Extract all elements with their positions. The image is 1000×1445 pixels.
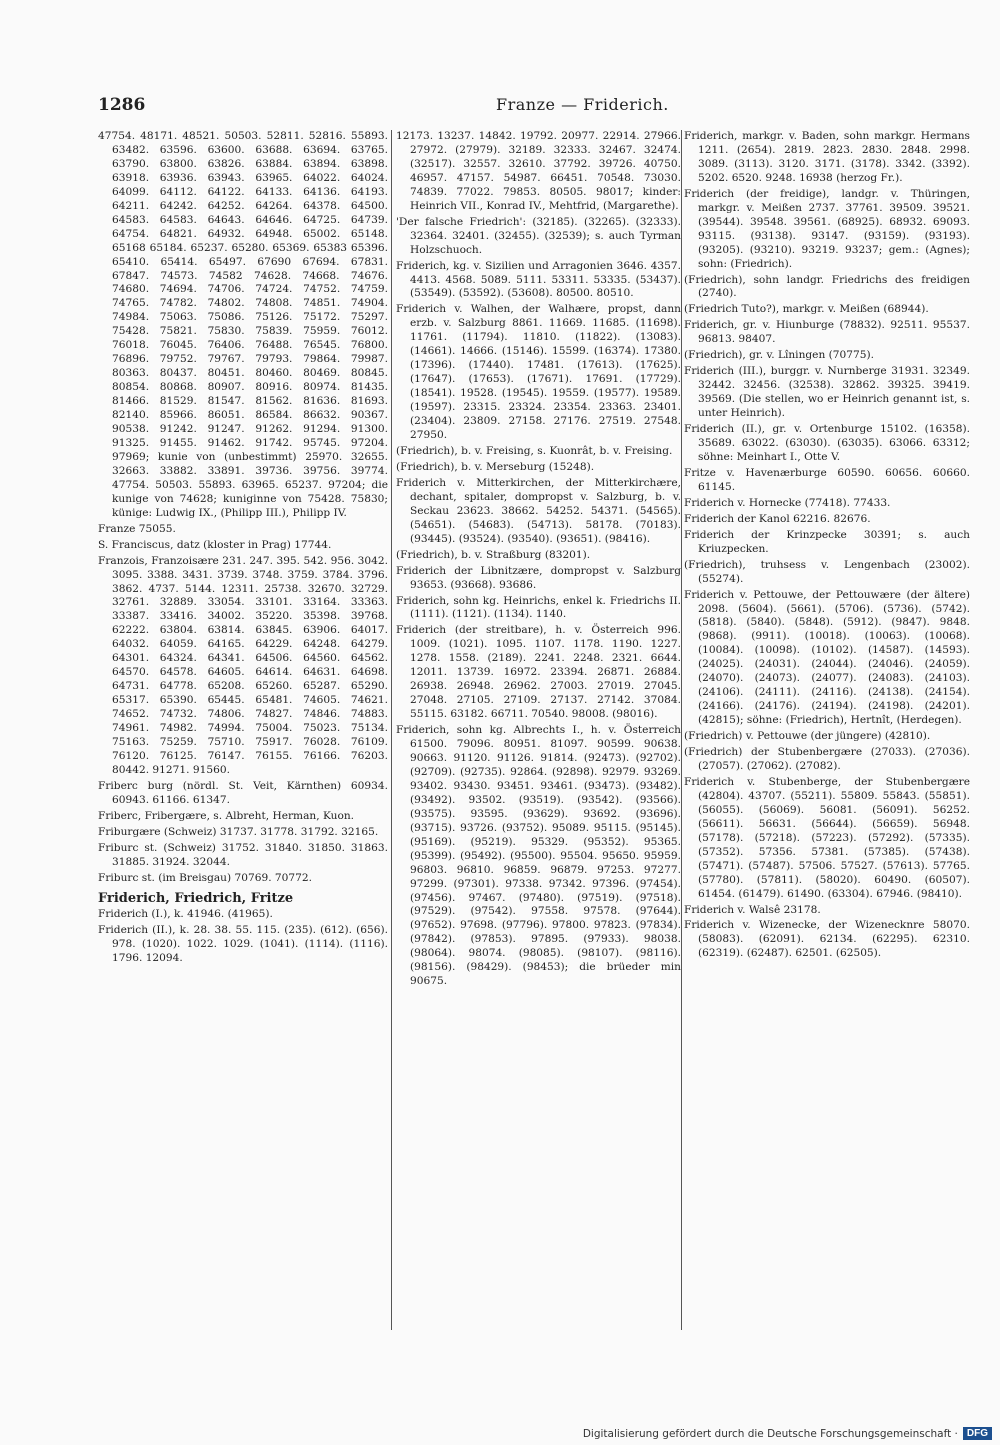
index-entry: Friderich (I.), k. 41946. (41965).: [98, 908, 273, 921]
digitization-credit: [583, 1427, 992, 1440]
index-entry: Friderich, markgr. v. Baden, sohn markgr. Hermans 1211. (2654). 2819. 2823. 2830. 2848. 2998. 3089. (3113). 3120. 3171. (3178). 3342. (3392). 5202. 6520. 9248. 16938 (herzog Fr.).: [684, 130, 970, 184]
credit-text: Digitalisierung gefördert durch die Deutsche Forschungsgemeinschaft ·: [582, 1427, 958, 1440]
index-entry: Friderich v. Wizenecke, der Wizenecknre 58070. (58083). (62091). 62134. (62295). 62310. (62319). (62487). 62501. (62505).: [684, 919, 970, 960]
index-entry: Fritze v. Havenærburge 60590. 60656. 60660. 61145.: [684, 466, 970, 493]
index-entry: Friderich v. Hornecke (77418). 77433.: [684, 496, 891, 509]
index-entry: Friderich v. Pettouwe, der Pettouwære (der ältere) 2098. (5604). (5661). (5706). (5736). (5742). (5818). (5840). (5848). (5912). (9847). 9848. (9868). (9911). (10018). (10063). (10068). (10084). (10098). (10102). (14587). (14593). (24025). (24031). (24044). (24046). (24059). (24070). (24073). (24077). (24083). (24103). (24106). (24111). (24116). (24138). (24154). (24166). (24176). (24194). (24198). (24201). (42815); söhne: (Friedrich), Hertnît, (Herdegen).: [684, 588, 970, 727]
index-entry: Friburc st. (Schweiz) 31752. 31840. 31850. 31863. 31885. 31924. 32044.: [98, 841, 388, 868]
index-entry: Friderich (III.), burggr. v. Nurnberge 31931. 32349. 32442. 32456. (32538). 32862. 39325. 39419. 39569. (Die stellen, wo er Heinrich genannt ist, s. unter Heinrich).: [684, 365, 970, 420]
index-entry: Franze 75055.: [98, 522, 176, 535]
column-divider: [681, 130, 682, 1330]
dfg-logo: DFG: [963, 1427, 992, 1440]
index-entry: Friderich der Kanol 62216. 82676.: [684, 512, 871, 525]
index-entry: Friderich (der streitbare), h. v. Österreich 996. 1009. (1021). 1095. 1107. 1178. 1190. 1227. 1278. 1558. (2189). 2241. 2248. 2321. 6644. 12011. 13739. 16972. 23394. 26871. 26884. 26938. 26948. 26962. 27003. 27019. 27045. 27048. 27105. 27109. 27137. 27142. 37084. 55115. 63182. 66711. 70540. 98008. (98016).: [396, 624, 681, 721]
index-entry: (Friedrich), truhsess v. Lengenbach (23002). (55274).: [684, 558, 970, 585]
running-head: Franze — Friderich.: [496, 95, 669, 114]
index-entry: Friderich der Libnitzære, dompropst v. Salzburg 93653. (93668). 93686.: [396, 564, 681, 591]
index-entry: Friderich, gr. v. Hiunburge (78832). 92511. 95537. 96813. 98407.: [684, 319, 970, 346]
index-entry: Friderich, sohn kg. Albrechts I., h. v. Österreich 61500. 79096. 80951. 81097. 90599. 90638. 90663. 91120. 91126. 91814. (92473). (92702). (92709). (92735). 92864. (92898). 92979. 93269. 93402. 93430. 93451. 93461. (93473). (93482). (93492). 93502. (93519). (93542). (93566). (93575). 93595. (93629). 93692. (93696). (93715). 93726. (93752). 95089. 95115. (95145). (95169). (95219). 95329. (95352). 95365. (95399). (95492). (95500). 95504. 95650. 95959. 96803. 96810. 96859. 96879. 97253. 97277. 97299. (97301). 97338. 97342. 97396. (97454). (97456). 97467. (97480). (97519). (97518). (97529). (97542). 97558. 97578. (97644). (97652). 97698. (97796). 97800. 97823. (97834). (97842). (97853). 97895. (97933). 98038. (98064). 98074. (98085). (98107). (98116). (98156). (98429). (98453); die brüeder min 90675.: [396, 724, 681, 988]
index-column-left: [98, 130, 388, 968]
index-entry: Friderich (II.), k. 28. 38. 55. 115. (235). (612). (656). 978. (1020). 1022. 1029. (1041). (1114). (1116). 1796. 12094.: [98, 924, 388, 965]
index-entry: (Friedrich) v. Pettouwe (der jüngere) (42810).: [684, 730, 931, 743]
column-divider: [391, 130, 392, 1330]
index-entry: 47754. 48171. 48521. 50503. 52811. 52816. 55893. 63482. 63596. 63600. 63688. 63694. 63765. 63790. 63800. 63826. 63884. 63894. 63898. 63918. 63936. 63943. 63965. 64022. 64024. 64099. 64112. 64122. 64133. 64136. 64193. 64211. 64242. 64252. 64264. 64378. 64500. 64583. 64583. 64643. 64646. 64725. 64739. 64754. 64821. 64932. 64948. 65002. 65148. 65168 65184. 65237. 65280. 65369. 65383 65396. 65410. 65414. 65497. 67690 67694. 67831. 67847. 74573. 74582 74628. 74668. 74676. 74680. 74694. 74706. 74724. 74752. 74759. 74765. 74782. 74802. 74808. 74851. 74904. 74984. 75063. 75086. 75126. 75172. 75297. 75428. 75821. 75830. 75839. 75959. 76012. 76018. 76045. 76406. 76488. 76545. 76800. 76896. 79752. 79767. 79793. 79864. 79987. 80363. 80437. 80451. 80460. 80469. 80845. 80854. 80868. 80907. 80916. 80974. 81435. 81466. 81529. 81547. 81562. 81636. 81693. 82140. 85966. 86051. 86584. 86632. 90367. 90538. 91242. 91247. 91262. 91294. 91300. 91325. 91455. 91462. 91742. 95745. 97204. 97969; kunie von (unbestimmt) 25970. 32655. 32663. 33882. 33891. 39736. 39756. 39774. 47754. 50503. 55893. 63965. 65237. 97204; die kunige von 74628; kuniginne von 75428. 75830; künige: Ludwig IX., (Philipp III.), Philipp IV.: [98, 130, 388, 519]
index-entry: 12173. 13237. 14842. 19792. 20977. 22914. 27966. 27972. (27979). 32189. 32333. 32467. 32474. (32517). 32557. 32610. 37792. 39726. 40750. 46957. 47157. 54987. 66451. 70548. 73030. 74839. 77022. 79853. 80505. 98017; kinder: Heinrich VII., Konrad IV., Mehtfrid, (Margarethe).: [396, 130, 681, 212]
index-entry: 'Der falsche Friedrich': (32185). (32265). (32333). 32364. 32401. (32455). (32539); s. auch Tyrman Holzschuoch.: [396, 215, 681, 256]
index-entry: Friberc, Fribergære, s. Albreht, Herman, Kuon.: [98, 809, 355, 822]
page-number: 1286: [98, 95, 146, 115]
index-entry: (Friedrich), b. v. Freising, s. Kuonrât, b. v. Freising.: [396, 444, 673, 457]
index-entry: Friburc st. (im Breisgau) 70769. 70772.: [98, 871, 313, 884]
index-entry: (Friedrich), b. v. Merseburg (15248).: [396, 460, 595, 473]
index-entry: Friderich v. Stubenberge, der Stubenbergære (42804). 43707. (55211). 55809. 55843. (55851). (56055). (56069). 56081. (56091). 56252. (56611). 56631. (56644). (56659). 56948. (57178). (57218). (57223). (57292). (57335). (57352). 57356. 57381. (57385). (57438). (57471). (57487). 57506. 57527. (57613). 57765. (57780). (57811). (58020). 60490. (60507). 61454. (61479). 61490. (63304). 67946. (98410).: [684, 775, 970, 900]
page-header: [98, 95, 890, 119]
index-entry: Friderich (II.), gr. v. Ortenburge 15102. (16358). 35689. 63022. (63030). (63035). 63066. 63312; söhne: Meinhart I., Otte V.: [684, 423, 970, 463]
index-entry: S. Franciscus, datz (kloster in Prag) 17744.: [98, 538, 332, 551]
index-entry: Friderich, sohn kg. Heinrichs, enkel k. Friedrichs II. (1111). (1121). (1134). 1140.: [396, 594, 681, 621]
index-entry: Friberc burg (nördl. St. Veit, Kärnthen) 60934. 60943. 61166. 61347.: [98, 779, 388, 806]
index-column-right: [684, 130, 970, 963]
index-entry: (Friedrich), b. v. Straßburg (83201).: [396, 548, 591, 561]
index-column-middle: [396, 130, 681, 991]
index-entry: (Friedrich) der Stubenbergære (27033). (27036). (27057). (27062). (27082).: [684, 746, 970, 772]
index-entry: Friderich v. Walhen, der Walhære, propst, dann erzb. v. Salzburg 8861. 11669. 11685. (11698). 11761. (11794). 11810. (11822). (13083). (14661). 14666. (15146). 15599. (16374). 17380. (17396). (17440). 17481. (17613). (17625). (17647). (17653). (17671). 17691. (17729). (18541). 19528. (19545). 19559. (19577). 19589. (19597). 23315. 23324. 23354. 23363. 23401. (23404). 23809. 27158. 27176. 27519. 27548. 27950.: [396, 303, 681, 442]
index-entry: Friderich (der freidige), landgr. v. Thüringen, markgr. v. Meißen 2737. 37761. 39509. 39521. (39544). 39548. 39561. (68925). 68932. 69093. 93115. (93138). 93147. (93159). (93193). (93205). (93210). 93219. 93237; gem.: (Agnes); sohn: (Friedrich).: [684, 187, 970, 270]
index-entry: Friderich v. Mitterkirchen, der Mitterkirchære, dechant, spitaler, dompropst v. Salzburg, b. v. Seckau 23623. 38662. 54252. 54371. (54565). (54651). (54683). (54713). 58178. (70183). (93445). (93524). (93540). (93651). (98416).: [396, 476, 681, 545]
index-entry: (Friedrich), sohn landgr. Friedrichs des freidigen (2740).: [684, 273, 970, 300]
section-heading: Friderich, Friedrich, Fritze: [98, 890, 294, 906]
index-entry: Friburgære (Schweiz) 31737. 31778. 31792. 32165.: [98, 825, 379, 838]
index-entry: Friderich v. Walsê 23178.: [684, 903, 821, 916]
index-entry: (Friedrich), gr. v. Lîningen (70775).: [684, 349, 874, 362]
index-entry: Franzois, Franzoisære 231. 247. 395. 542. 956. 3042. 3095. 3388. 3431. 3739. 3748. 3759. 3784. 3796. 3862. 4737. 5144. 12311. 25738. 32670. 32729. 32761. 32889. 33054. 33101. 33164. 33363. 33387. 33416. 34002. 35220. 35398. 39768. 62222. 63804. 63814. 63845. 63906. 64017. 64032. 64059. 64165. 64229. 64248. 64279. 64301. 64324. 64341. 64506. 64560. 64562. 64570. 64578. 64605. 64614. 64631. 64698. 64731. 64778. 65208. 65260. 65287. 65290. 65317. 65390. 65445. 65481. 74605. 74621. 74652. 74732. 74806. 74827. 74846. 74883. 74961. 74982. 74994. 75004. 75023. 75134. 75163. 75259. 75710. 75917. 76028. 76109. 76120. 76125. 76147. 76155. 76166. 76203. 80442. 91271. 91560.: [98, 554, 388, 776]
index-entry: Friderich, kg. v. Sizilien und Arragonien 3646. 4357. 4413. 4568. 5089. 5111. 53311. 53335. (53437). (53549). (53592). (53608). 80500. 80510.: [396, 259, 681, 300]
index-entry: Friderich der Krinzpecke 30391; s. auch Kriuzpecken.: [684, 528, 970, 555]
index-entry: (Friedrich Tuto?), markgr. v. Meißen (68944).: [684, 303, 929, 316]
